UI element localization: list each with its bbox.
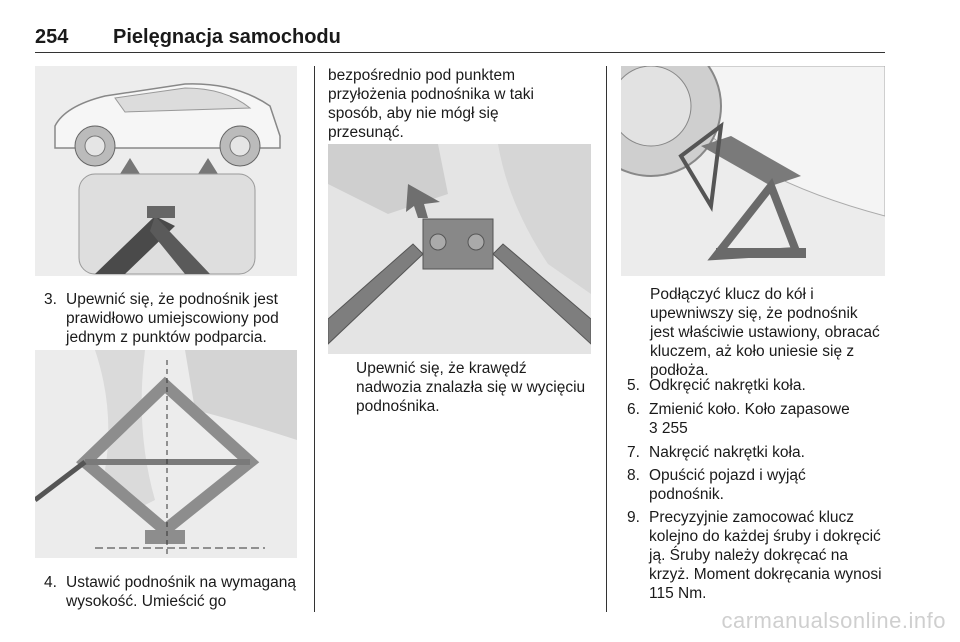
text-line: jednym z punktów podparcia. xyxy=(66,329,267,346)
step-number: 4. xyxy=(44,574,57,591)
text-line: podłoża. xyxy=(650,362,709,379)
text-line: krzyż. Moment dokręcania wynosi xyxy=(649,566,882,583)
text-line: Upewnić się, że krawędź xyxy=(356,360,527,377)
text-line: kolejno do każdej śruby i dokręcić xyxy=(649,528,881,545)
header-rule xyxy=(35,52,885,53)
step-text xyxy=(649,508,882,603)
text-line: podnośnika. xyxy=(356,398,440,415)
wheel-lifting-illustration xyxy=(621,66,885,276)
text-line: przyłożenia podnośnika w taki xyxy=(328,86,534,103)
text-line: jest właściwie ustawiony, obracać xyxy=(650,324,880,341)
text-line: Upewnić się, że podnośnik jest xyxy=(66,291,278,308)
step-number: 5. xyxy=(627,377,640,394)
step-4 xyxy=(44,573,306,613)
middle-after-figure-text xyxy=(356,359,601,416)
step-text xyxy=(649,466,806,504)
text-line: Podłączyć klucz do kół i xyxy=(650,286,814,303)
jack-notch-closeup-illustration xyxy=(328,144,591,354)
text-line: ją. Śruby należy dokręcać na xyxy=(649,547,849,564)
step-number: 3. xyxy=(44,291,57,308)
watermark: carmanualsonline.info xyxy=(721,608,946,633)
text-line: przesunąć. xyxy=(328,124,404,141)
step-number: 6. xyxy=(627,401,640,418)
page-number: 254 xyxy=(35,26,69,48)
car-jack-points-illustration xyxy=(35,66,297,276)
text-line: podnośnik. xyxy=(649,486,724,503)
step-text xyxy=(66,573,296,611)
step-text xyxy=(66,290,279,347)
text-line: prawidłowo umiejscowiony pod xyxy=(66,310,279,327)
text-line: Precyzyjnie zamocować klucz xyxy=(649,509,855,526)
step-text xyxy=(649,376,806,395)
page-reference-link[interactable]: 3 255 xyxy=(649,420,688,437)
step-7 xyxy=(627,443,892,463)
column-divider-right xyxy=(606,66,607,612)
step-text xyxy=(649,400,850,438)
step-number: 7. xyxy=(627,444,640,461)
text-line: kluczem, aż koło uniesie się z xyxy=(650,343,855,360)
text-line: Zmienić koło. Koło zapasowe xyxy=(649,401,850,418)
step-9 xyxy=(627,508,892,608)
column-divider-left xyxy=(314,66,315,612)
step-text xyxy=(649,443,805,462)
step-3 xyxy=(44,290,304,350)
step-5 xyxy=(627,376,892,396)
jack-positioning-illustration xyxy=(35,350,297,558)
step-8 xyxy=(627,466,892,506)
right-intro-text xyxy=(650,285,890,380)
text-line: bezpośrednio pod punktem xyxy=(328,67,515,84)
text-line: Nakręcić nakrętki koła. xyxy=(649,444,805,461)
text-line: nadwozia znalazła się w wycięciu xyxy=(356,379,586,396)
text-line: sposób, aby nie mógł się xyxy=(328,105,499,122)
text-line: 115 Nm. xyxy=(649,585,707,602)
step-number: 8. xyxy=(627,467,640,484)
text-line: wysokość. Umieścić go xyxy=(66,593,227,610)
step-6 xyxy=(627,400,892,440)
page-header xyxy=(35,16,885,50)
text-line: Odkręcić nakrętki koła. xyxy=(649,377,806,394)
middle-intro-text xyxy=(328,66,598,142)
page-title: Pielęgnacja samochodu xyxy=(113,26,341,48)
text-line: upewniwszy się, że podnośnik xyxy=(650,305,858,322)
text-line: Opuścić pojazd i wyjąć xyxy=(649,467,806,484)
text-line: Ustawić podnośnik na wymaganą xyxy=(66,574,297,591)
step-number: 9. xyxy=(627,509,640,526)
